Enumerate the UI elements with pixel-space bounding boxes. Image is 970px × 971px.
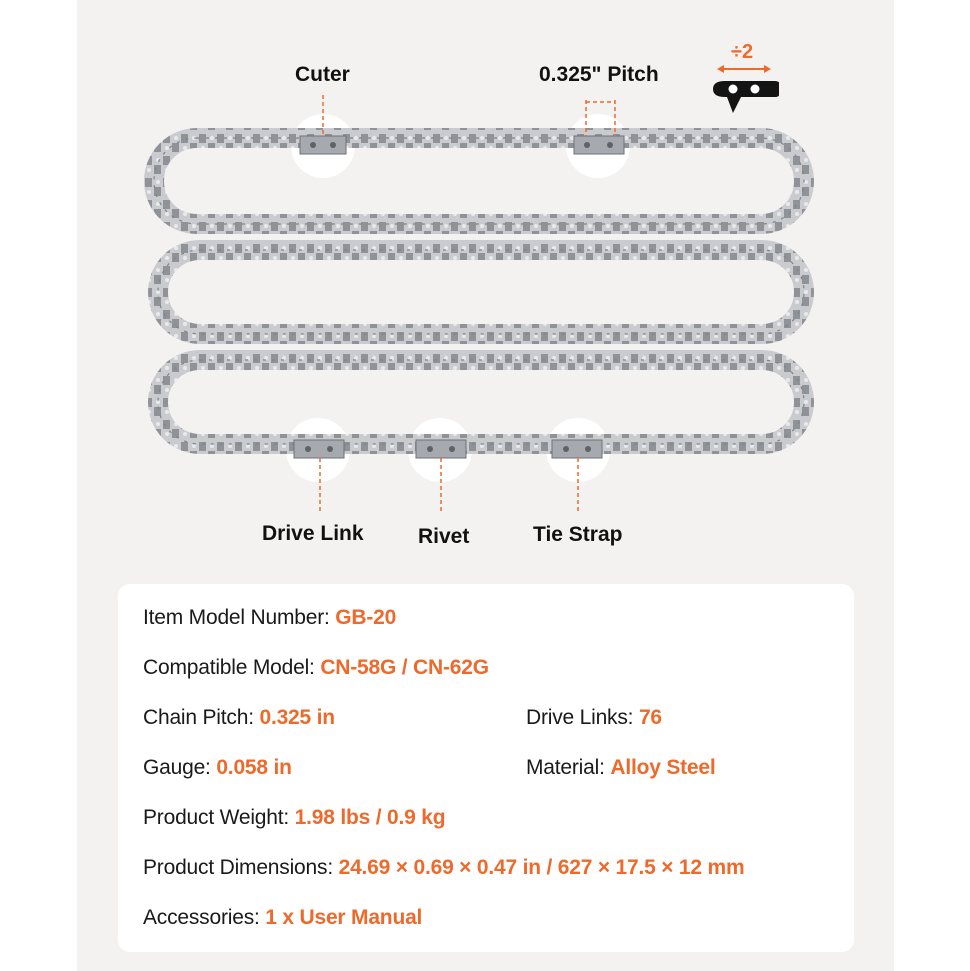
spec-label: Product Dimensions: (143, 856, 339, 879)
spec-label: Gauge: (143, 756, 217, 779)
rivet-part (416, 440, 466, 458)
cutter-label: Cuter (295, 63, 350, 86)
spec-label: Product Weight: (143, 806, 295, 829)
spec-value: 24.69 × 0.69 × 0.47 in / 627 × 17.5 × 12 mm (338, 856, 745, 879)
spec-value: 1 x User Manual (265, 906, 423, 929)
pitch-label: 0.325" Pitch (539, 63, 659, 86)
tie-strap-part (552, 440, 602, 458)
spec-product-weight (143, 806, 445, 830)
drive-link-count-badge (711, 41, 779, 115)
spec-value: Alloy Steel (610, 756, 716, 779)
spec-value: 76 (638, 706, 662, 729)
spec-label: Accessories: (143, 906, 266, 929)
spec-item-model (143, 606, 396, 630)
spec-value: CN-58G / CN-62G (320, 656, 489, 679)
spec-material (526, 756, 716, 780)
spec-label: Drive Links: (526, 706, 639, 729)
spec-value: 0.325 in (259, 706, 335, 729)
tie-strap-label: Tie Strap (533, 523, 623, 546)
spec-gauge (143, 756, 292, 780)
spec-value: 0.058 in (216, 756, 292, 779)
spec-label: Material: (526, 756, 611, 779)
spec-chain-pitch (143, 706, 335, 730)
spec-accessories (143, 906, 422, 930)
rivet-label: Rivet (418, 525, 470, 548)
spec-label: Chain Pitch: (143, 706, 260, 729)
spec-compatible-model (143, 656, 489, 680)
chain-loop-1 (154, 138, 804, 224)
spec-drive-links (526, 706, 662, 730)
pitch-part (574, 136, 624, 154)
spec-label: Item Model Number: (143, 606, 336, 629)
drive-link-part (294, 440, 344, 458)
spec-value: GB-20 (335, 606, 397, 629)
spec-product-dimensions (143, 856, 744, 880)
chain-link-icon (711, 41, 779, 115)
cutter-part (300, 136, 346, 154)
divide-label: ÷2 (731, 41, 754, 63)
chain-loop-2 (158, 250, 804, 334)
chain-loop-3 (158, 360, 804, 444)
drive-link-label: Drive Link (262, 522, 364, 545)
spec-value: 1.98 lbs / 0.9 kg (294, 806, 446, 829)
spec-label: Compatible Model: (143, 656, 321, 679)
